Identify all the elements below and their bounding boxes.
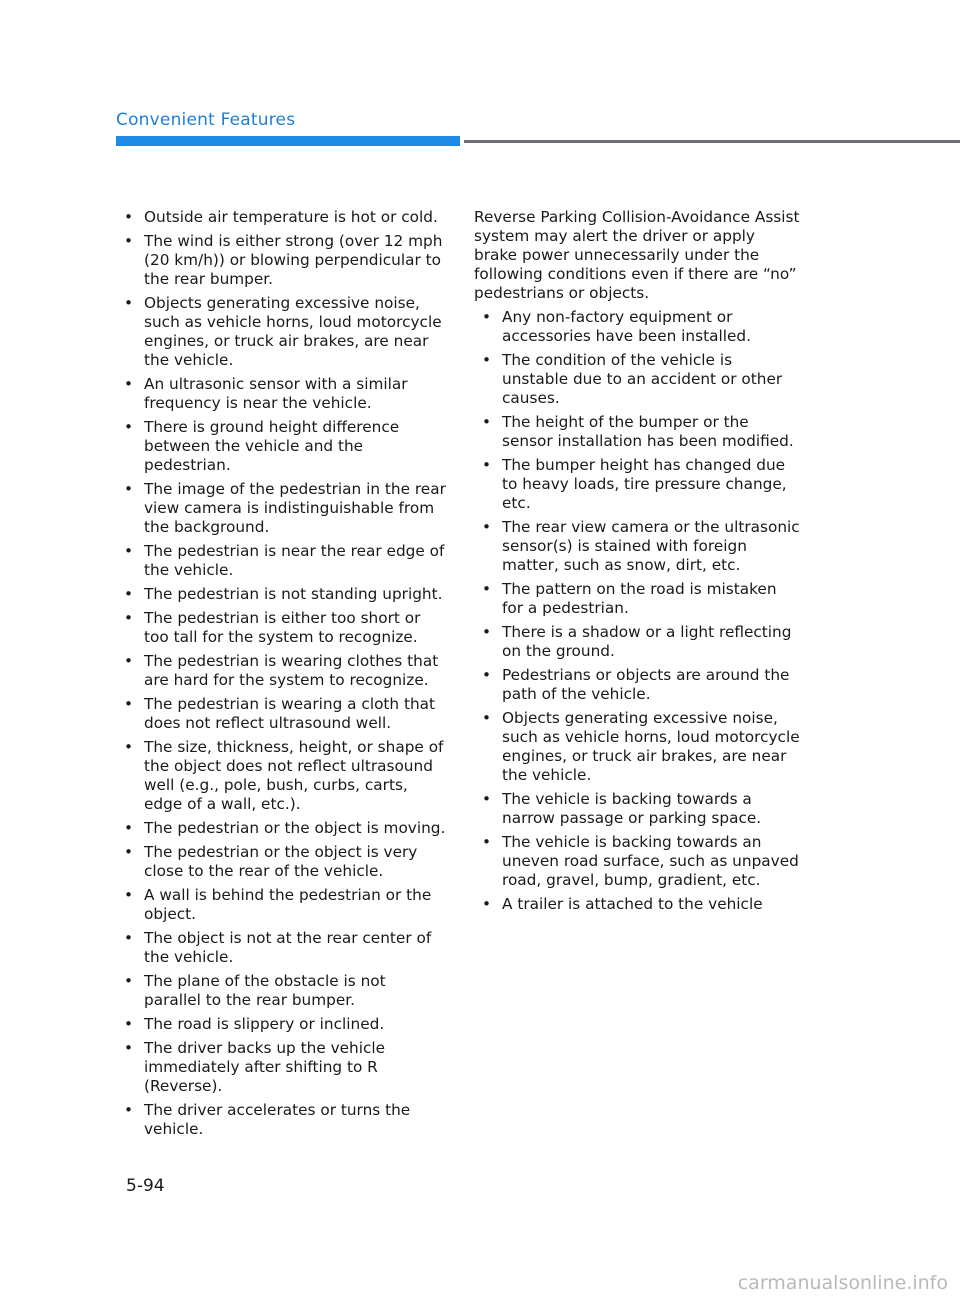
list-item: • The object is not at the rear center of the vehicle. bbox=[116, 929, 446, 967]
list-item: • The bumper height has changed due to heavy loads, tire pressure change, etc. bbox=[474, 456, 800, 513]
list-item: • Any non-factory equipment or accessories have been installed. bbox=[474, 308, 800, 346]
list-item: • Objects generating excessive noise, such as vehicle horns, loud motorcycle engines, or truck air brakes, are near the vehicle. bbox=[116, 294, 446, 370]
list-item: • The pedestrian is wearing clothes that are hard for the system to recognize. bbox=[116, 652, 446, 690]
list-item: • Objects generating excessive noise, such as vehicle horns, loud motorcycle engines, or truck air brakes, are near the vehicle. bbox=[474, 709, 800, 785]
right-bullet-list bbox=[474, 308, 800, 914]
left-bullet-list bbox=[116, 208, 446, 1139]
section-title: Convenient Features bbox=[116, 110, 296, 130]
left-column bbox=[116, 208, 446, 1144]
header-rule-blue bbox=[116, 136, 460, 146]
list-item: • The pedestrian is near the rear edge of the vehicle. bbox=[116, 542, 446, 580]
page-number: 5-94 bbox=[126, 1176, 165, 1196]
list-item: • The vehicle is backing towards a narrow passage or parking space. bbox=[474, 790, 800, 828]
list-item: • The pattern on the road is mistaken for a pedestrian. bbox=[474, 580, 800, 618]
list-item: • The pedestrian is not standing upright. bbox=[116, 585, 446, 604]
list-item: • An ultrasonic sensor with a similar frequency is near the vehicle. bbox=[116, 375, 446, 413]
list-item: • The pedestrian or the object is moving. bbox=[116, 819, 446, 838]
list-item: • The driver backs up the vehicle immediately after shifting to R (Reverse). bbox=[116, 1039, 446, 1096]
list-item: • The pedestrian or the object is very close to the rear of the vehicle. bbox=[116, 843, 446, 881]
right-column bbox=[474, 208, 800, 919]
list-item: • The road is slippery or inclined. bbox=[116, 1015, 446, 1034]
list-item: • The vehicle is backing towards an uneven road surface, such as unpaved road, gravel, bump, gradient, etc. bbox=[474, 833, 800, 890]
list-item: • The height of the bumper or the sensor installation has been modified. bbox=[474, 413, 800, 451]
list-item: • The rear view camera or the ultrasonic sensor(s) is stained with foreign matter, such as snow, dirt, etc. bbox=[474, 518, 800, 575]
list-item: • The condition of the vehicle is unstable due to an accident or other causes. bbox=[474, 351, 800, 408]
list-item: • There is a shadow or a light reflecting on the ground. bbox=[474, 623, 800, 661]
list-item: • Pedestrians or objects are around the path of the vehicle. bbox=[474, 666, 800, 704]
list-item: • The driver accelerates or turns the vehicle. bbox=[116, 1101, 446, 1139]
list-item: • A wall is behind the pedestrian or the object. bbox=[116, 886, 446, 924]
list-item: • The pedestrian is either too short or too tall for the system to recognize. bbox=[116, 609, 446, 647]
header-rule-grey bbox=[464, 140, 960, 143]
watermark: carmanualsonline.info bbox=[737, 1272, 948, 1294]
list-item: • The image of the pedestrian in the rear view camera is indistinguishable from the background. bbox=[116, 480, 446, 537]
list-item: • The size, thickness, height, or shape of the object does not reflect ultrasound well (e.g., pole, bush, curbs, carts, edge of a wall, etc.). bbox=[116, 738, 446, 814]
list-item: • The plane of the obstacle is not parallel to the rear bumper. bbox=[116, 972, 446, 1010]
intro-paragraph: Reverse Parking Collision-Avoidance Assist system may alert the driver or apply brake power unnecessarily under the following conditions even if there are “no” pedestrians or objects. bbox=[474, 208, 800, 302]
list-item: • Outside air temperature is hot or cold. bbox=[116, 208, 446, 227]
list-item: • The wind is either strong (over 12 mph (20 km/h)) or blowing perpendicular to the rear bumper. bbox=[116, 232, 446, 289]
list-item: • A trailer is attached to the vehicle bbox=[474, 895, 800, 914]
list-item: • There is ground height difference between the vehicle and the pedestrian. bbox=[116, 418, 446, 475]
list-item: • The pedestrian is wearing a cloth that does not reflect ultrasound well. bbox=[116, 695, 446, 733]
